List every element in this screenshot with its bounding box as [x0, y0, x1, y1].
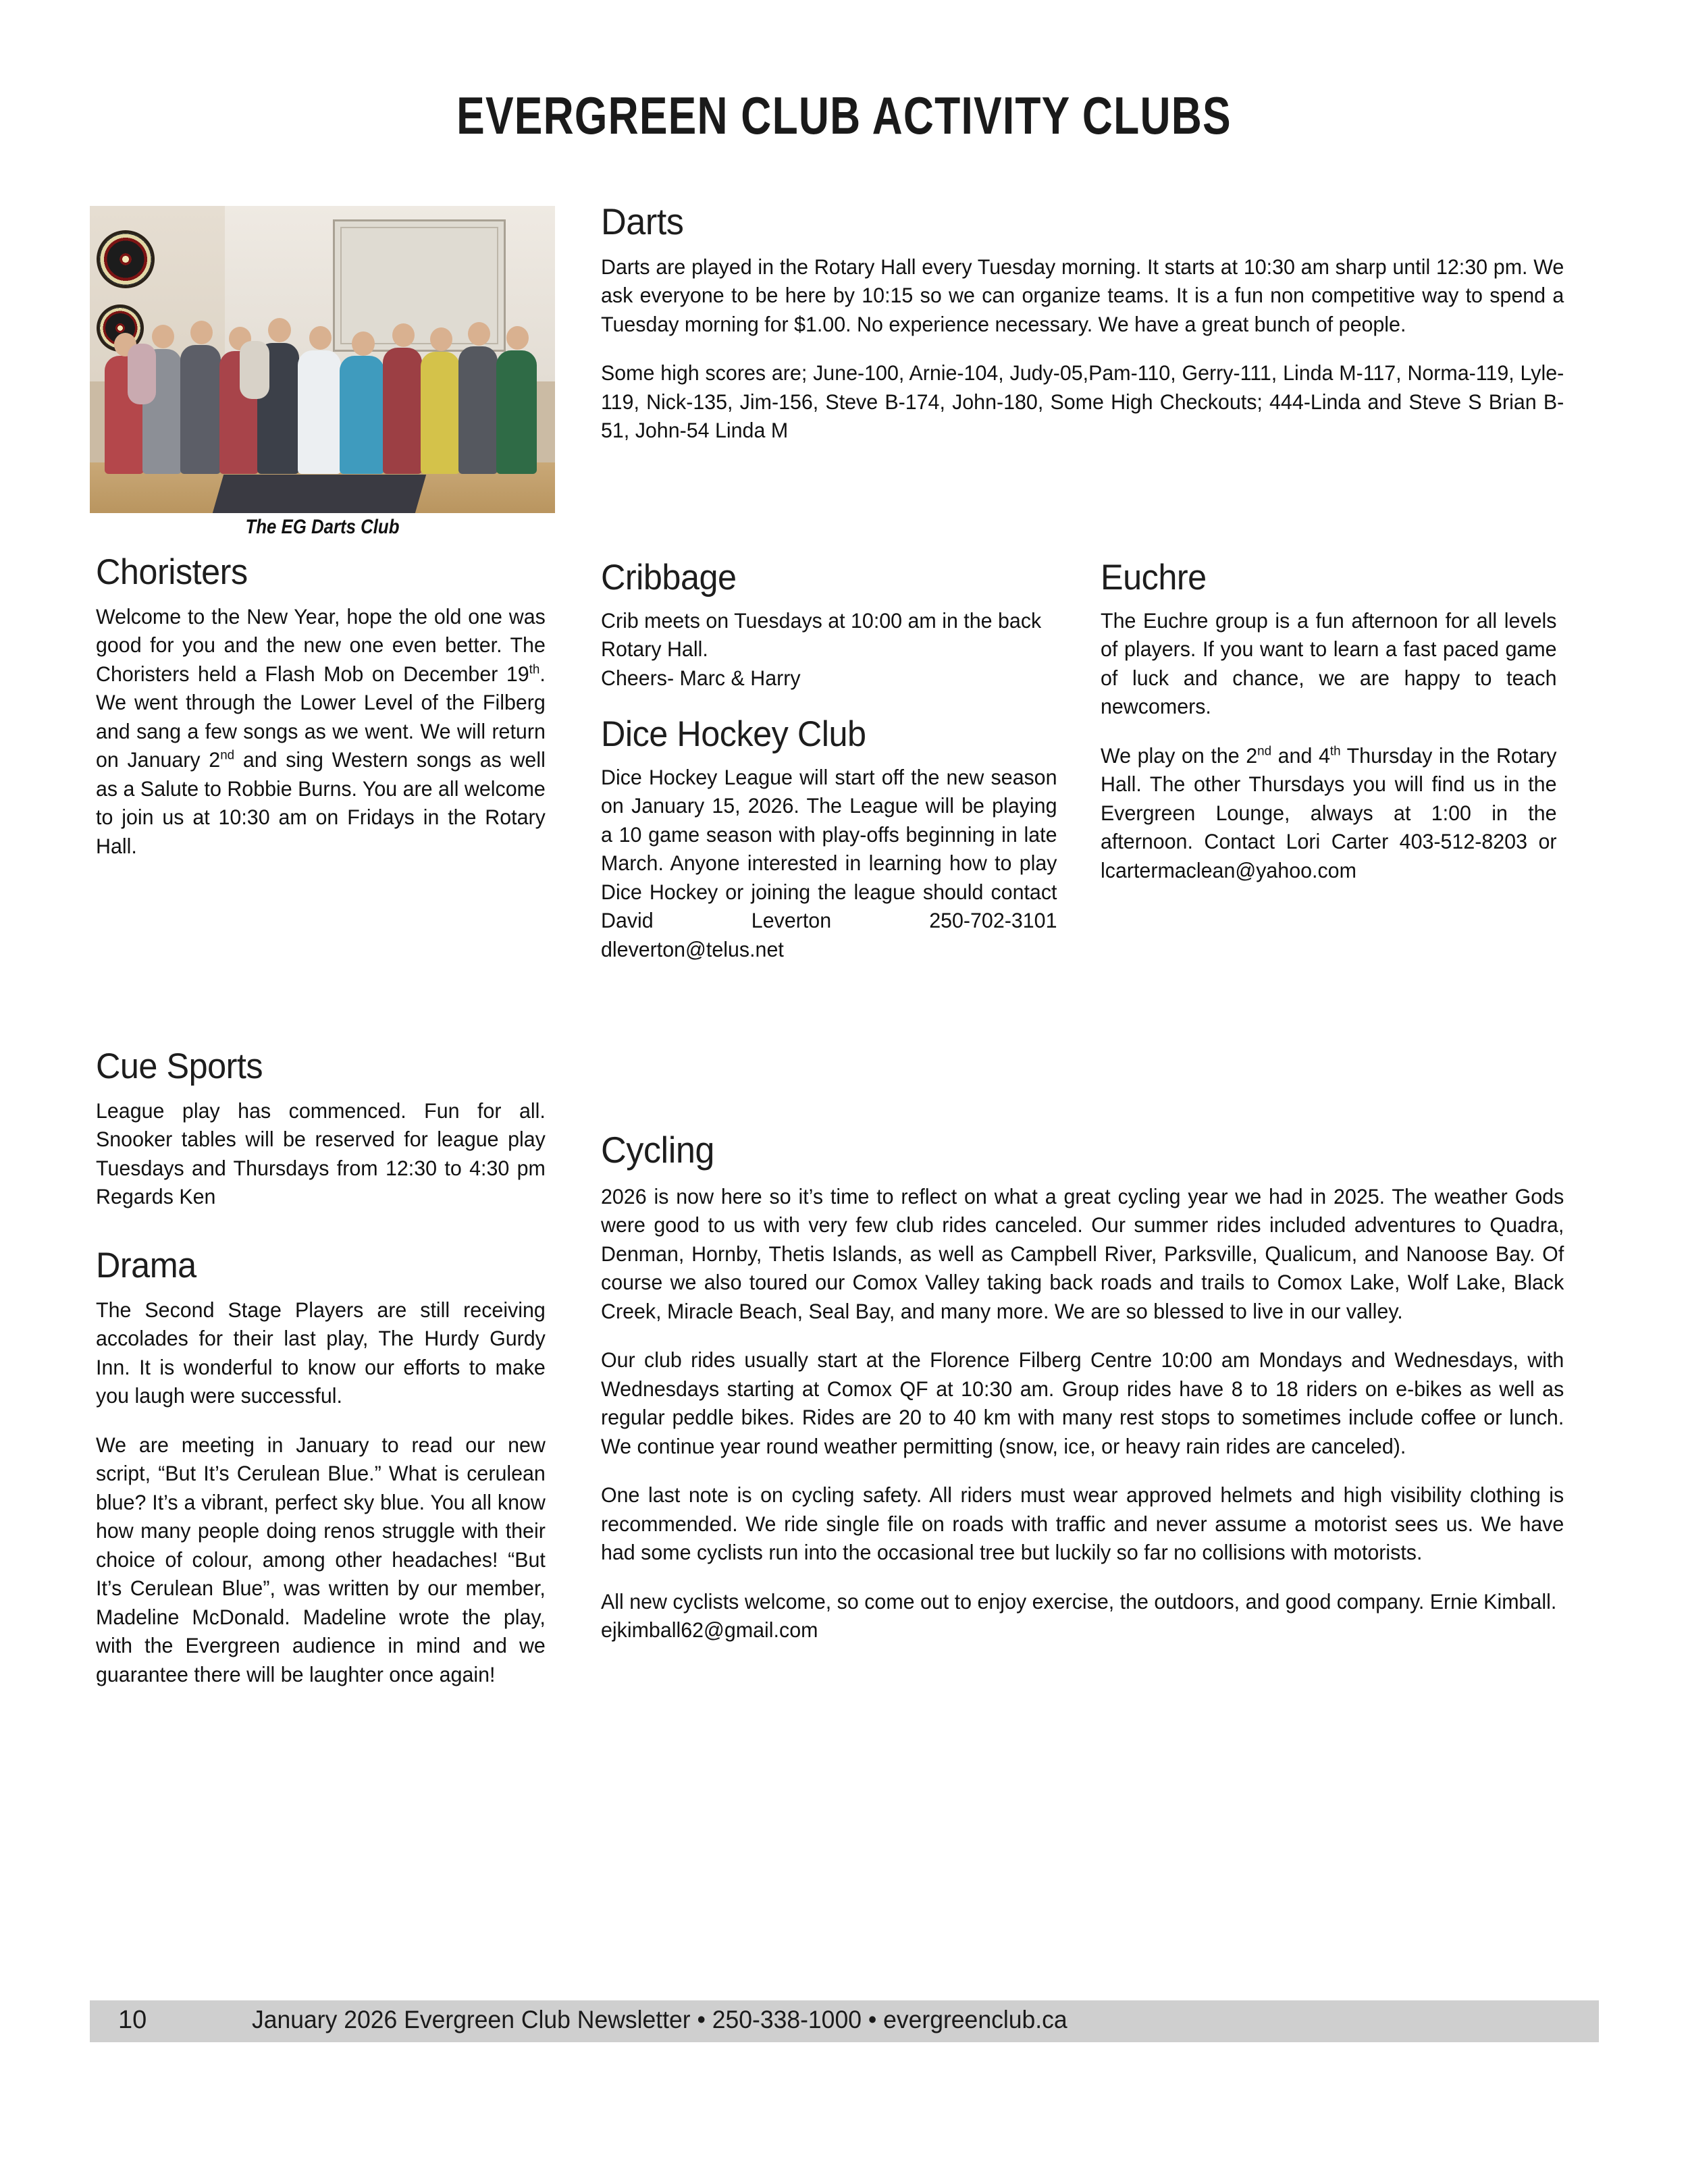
photo-caption: The EG Darts Club [245, 516, 400, 538]
section-darts [601, 203, 1599, 445]
choristers-text-1: Welcome to the New Year, hope the old one was good for you and the new one even better. The Choristers held a Flash Mob on December 19 [96, 604, 546, 686]
section-cue-sports [96, 1048, 562, 1211]
page-footer [90, 2000, 1599, 2042]
footer-contact-line: January 2026 Evergreen Club Newsletter • 250-338-1000 • evergreenclub.ca [252, 2006, 1067, 2033]
photo-person-head [392, 323, 415, 347]
page-number: 10 [118, 2006, 147, 2034]
choristers-heading: Choristers [96, 552, 248, 592]
choristers-text-2: . We went through the Lower Level of the Filberg and sang a few songs as we went. We will return on January 2 [96, 661, 546, 772]
photo-person [458, 346, 498, 474]
photo-person [496, 350, 537, 474]
section-cribbage [601, 559, 1074, 692]
cue-sports-paragraph: League play has commenced. Fun for all. Snooker tables will be reserved for league play Tuesdays and Thursdays from 12:30 to 4:30 pm Regards Ken [96, 1098, 546, 1209]
eg-darts-club-photo [90, 206, 555, 513]
photo-person [240, 341, 269, 399]
choristers-paragraph [96, 602, 546, 861]
euchre-text-2: and 4 [1271, 743, 1330, 768]
photo-person-head [352, 331, 375, 356]
cycling-paragraph: Our club rides usually start at the Florence Filberg Centre 10:00 am Mondays and Wednesdays, with Wednesdays starting at Comox QF at 10:30 am. Group rides have 8 to 18 riders on e-bikes as well as regular peddle bikes. Rides are 20 to 40 km with many rest stops to sometimes include coffee or lunch. We continue year round weather permitting (snow, ice, or heavy rain rides are canceled). [601, 1348, 1564, 1458]
cycling-paragraph: 2026 is now here so it’s time to reflect on what a great cycling year we had in 2025. The weather Gods were good to us with very few club rides canceled. Our summer rides included adventures to Quadra, Denman, Hornby, Thetis Islands, as well as Campbell River, Parksville, Qualicum, and Nanoose Bay. Of course we also toured our Comox Valley taking back roads and trails to Comox Lake, Wolf Lake, Black Creek, Miracle Beach, Seal Bay, and many more. We are so blessed to live in our valley. [601, 1183, 1564, 1323]
photo-person [128, 344, 156, 404]
photo-person [383, 348, 422, 474]
choristers-ordinal-1: th [529, 662, 540, 677]
photo-person-head [309, 326, 332, 350]
choristers-ordinal-2: nd [220, 747, 235, 763]
section-euchre [1101, 559, 1573, 884]
euchre-ordinal-2: th [1329, 743, 1341, 759]
photo-person-head [468, 322, 490, 346]
photo-person-head [190, 321, 213, 344]
photo-person [180, 345, 221, 474]
photo-person [421, 352, 460, 474]
page-title: EVERGREEN CLUB ACTIVITY CLUBS [456, 86, 1232, 145]
cycling-paragraph: One last note is on cycling safety. All riders must wear approved helmets and high visibility clothing is recommended. We ride single file on roads with traffic and never assume a motorist sees us. We have had some cyclists run into the occasional tree but luckily so far no collisions with motorists. [601, 1483, 1564, 1565]
photo-carpet [213, 475, 426, 513]
dartboard-icon [99, 233, 152, 286]
section-drama [96, 1247, 562, 1688]
euchre-heading: Euchre [1101, 558, 1207, 597]
photo-person-head [152, 325, 174, 348]
euchre-schedule-paragraph [1101, 741, 1557, 885]
cribbage-heading: Cribbage [601, 558, 737, 597]
photo-person-head [430, 327, 452, 351]
photo-person [298, 350, 341, 474]
drama-heading: Drama [96, 1246, 196, 1285]
euchre-text-1: We play on the 2 [1101, 743, 1258, 768]
section-dice-hockey [601, 716, 1074, 963]
cribbage-paragraph: Crib meets on Tuesdays at 10:00 am in the back Rotary Hall. [601, 608, 1042, 662]
section-choristers [96, 554, 555, 860]
page-masthead [0, 86, 1688, 145]
darts-paragraph: Darts are played in the Rotary Hall every Tuesday morning. It starts at 10:30 am sharp until 12:30 pm. We ask everyone to be here by 10:15 so we can organize teams. It is a fun non competitive way to spend a Tuesday morning for $1.00. No experience necessary. We have a great bunch of people. [601, 254, 1564, 336]
cycling-paragraph: All new cyclists welcome, so come out to enjoy exercise, the outdoors, and good company. Ernie Kimball. ejkimball62@gmail.com [601, 1589, 1557, 1643]
cycling-heading: Cycling [601, 1129, 715, 1171]
photo-person-head [268, 318, 291, 342]
cue-sports-heading: Cue Sports [96, 1046, 263, 1086]
choristers-text-3: and sing Western songs as well as a Salute to Robbie Burns. You are all welcome to join us at 10:30 am on Fridays in the Rotary Hall. [96, 747, 546, 858]
photo-person-head [506, 326, 529, 350]
section-cycling [601, 1131, 1599, 1645]
cribbage-signoff: Cheers- Marc & Harry [601, 665, 801, 690]
dice-hockey-heading: Dice Hockey Club [601, 714, 866, 754]
darts-heading: Darts [601, 201, 684, 242]
darts-scores-paragraph: Some high scores are; June-100, Arnie-104, Judy-05,Pam-110, Gerry-111, Linda M-117, Norma-119, Lyle-119, Nick-135, Jim-156, Steve B-174, John-180, Some High Checkouts; 444-Linda and Steve S Brian B-51, John-54 Linda M [601, 361, 1564, 443]
drama-paragraph: We are meeting in January to read our new script, “But It’s Cerulean Blue.” What is cerulean blue? It’s a vibrant, perfect sky blue. You all know how many people doing renos struggle with their choice of colour, among other headaches! “But It’s Cerulean Blue”, was written by our member, Madeline McDonald. Madeline wrote the play, with the Evergreen audience in mind and we guarantee there will be laughter once again! [96, 1432, 546, 1686]
dice-hockey-paragraph: Dice Hockey League will start off the new season on January 15, 2026. The League will be playing a 10 game season with play-offs beginning in late March. Anyone interested in learning how to play Dice Hockey or joining the league should contact David Leverton 250-702-3101 dleverton@telus.net [601, 764, 1057, 961]
euchre-ordinal-1: nd [1257, 743, 1272, 759]
photo-person [340, 356, 384, 474]
drama-paragraph: The Second Stage Players are still receiving accolades for their last play, The Hurdy Gurdy Inn. It is wonderful to know our efforts to make you laugh were successful. [96, 1297, 546, 1408]
euchre-paragraph: The Euchre group is a fun afternoon for all levels of players. If you want to learn a fast paced game of luck and chance, we are happy to teach newcomers. [1101, 608, 1557, 719]
euchre-text-3: Thursday in the Rotary Hall. The other Thursdays you will find us in the Evergreen Lounge, always at 1:00 in the afternoon. Contact Lori Carter 403-512-8203 or lcartermaclean@yahoo.com [1101, 743, 1557, 882]
